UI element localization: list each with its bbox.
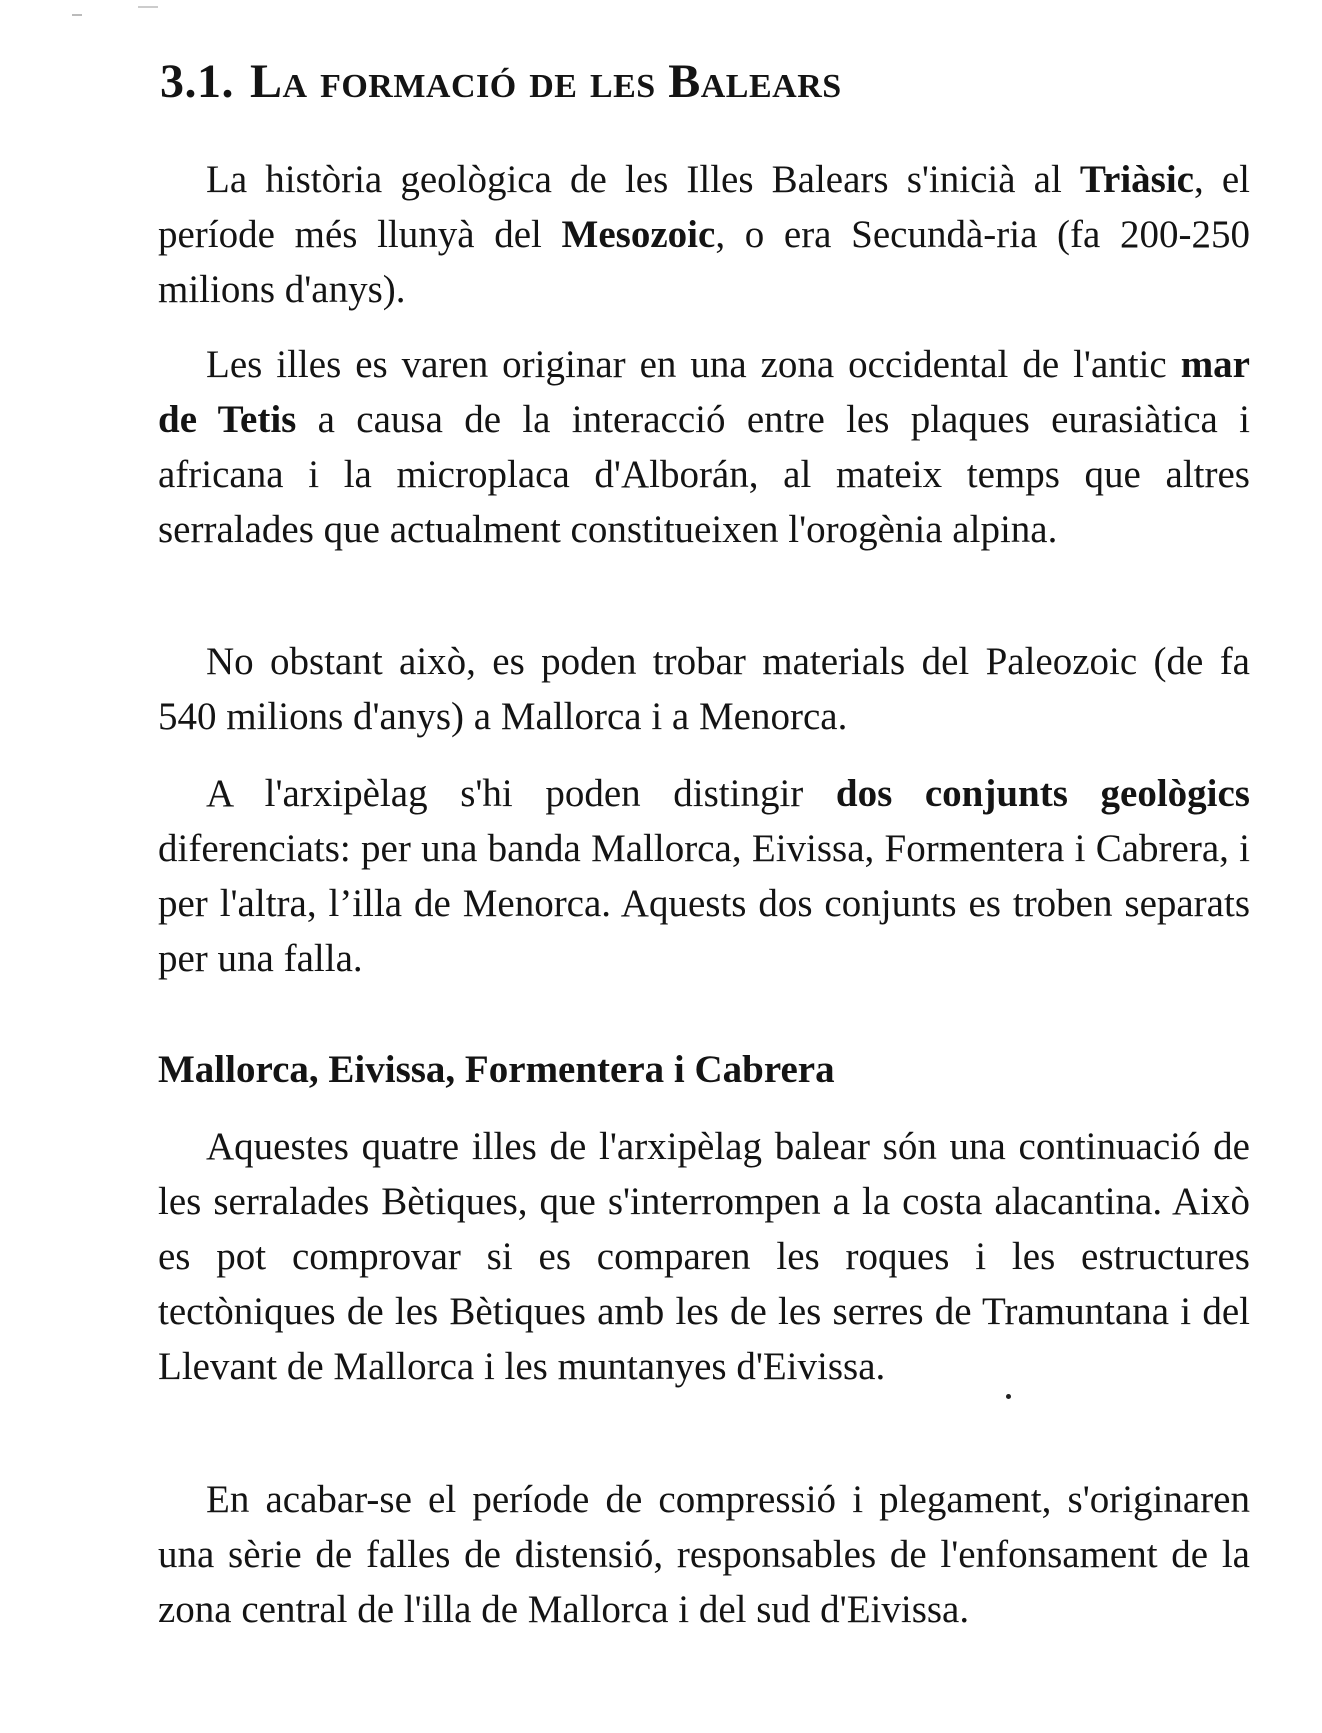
- section-heading: [160, 55, 842, 108]
- bold-term: Triàsic: [1079, 158, 1194, 201]
- bold-term: dos conjunts geològics: [835, 772, 1250, 815]
- text-run: a causa de la interacció entre les plaques eurasiàtica i africana i la microplaca d'Alborán, al mateix temps que altres serralades que actualment constitueixen l'orogènia alpina.: [158, 398, 1251, 551]
- scan-artifact: [138, 6, 158, 8]
- section-title: La formació de les Balears: [250, 55, 842, 108]
- text-run: A l'arxipèlag s'hi poden distingir: [206, 772, 836, 815]
- text-run: No obstant això, es poden trobar materials del Paleozoic (de fa 540 milions d'anys) a Mallorca i a Menorca.: [158, 640, 1250, 738]
- paragraph: [158, 766, 1250, 986]
- text-run: Aquestes quatre illes de l'arxipèlag balear són una continuació de les serralades Bètiques, que s'interrompen a la costa alacantina. Això es pot comprovar si es comparen les roques i les estructures tectòniques de les Bètiques amb les de les serres de Tramuntana i del Llevant de Mallorca i les muntanyes d'Eivissa.: [158, 1125, 1250, 1388]
- text-run: , el període més llunyà del: [158, 158, 1250, 256]
- bold-term: Mesozoic: [561, 213, 716, 256]
- text-run: diferenciats: per una banda Mallorca, Eivissa, Formentera i Cabrera, i per l'altra, l’illa de Menorca. Aquests dos conjunts es troben separats per una falla.: [158, 827, 1250, 980]
- paragraph: [158, 1119, 1250, 1394]
- paragraph: [158, 337, 1250, 557]
- bold-term: mar de Tetis: [158, 343, 1250, 441]
- section-number: 3.1.: [160, 55, 234, 108]
- text-run: Les illes es varen originar en una zona occidental de l'antic: [206, 343, 1181, 386]
- print-speck: [1006, 1394, 1011, 1399]
- paragraph: [158, 1472, 1250, 1637]
- subsection-heading: Mallorca, Eivissa, Formentera i Cabrera: [158, 1048, 835, 1091]
- text-run: , o era Secundà-ria (fa 200-250 milions d'anys).: [158, 213, 1250, 311]
- text-run: En acabar-se el període de compressió i plegament, s'originaren una sèrie de falles de distensió, responsables de l'enfonsament de la zona central de l'illa de Mallorca i del sud d'Eivissa.: [158, 1478, 1250, 1631]
- paragraph: [158, 634, 1250, 744]
- paragraph: [158, 152, 1250, 317]
- text-run: La història geològica de les Illes Balears s'inicià al: [206, 158, 1080, 201]
- scan-artifact: [72, 14, 82, 16]
